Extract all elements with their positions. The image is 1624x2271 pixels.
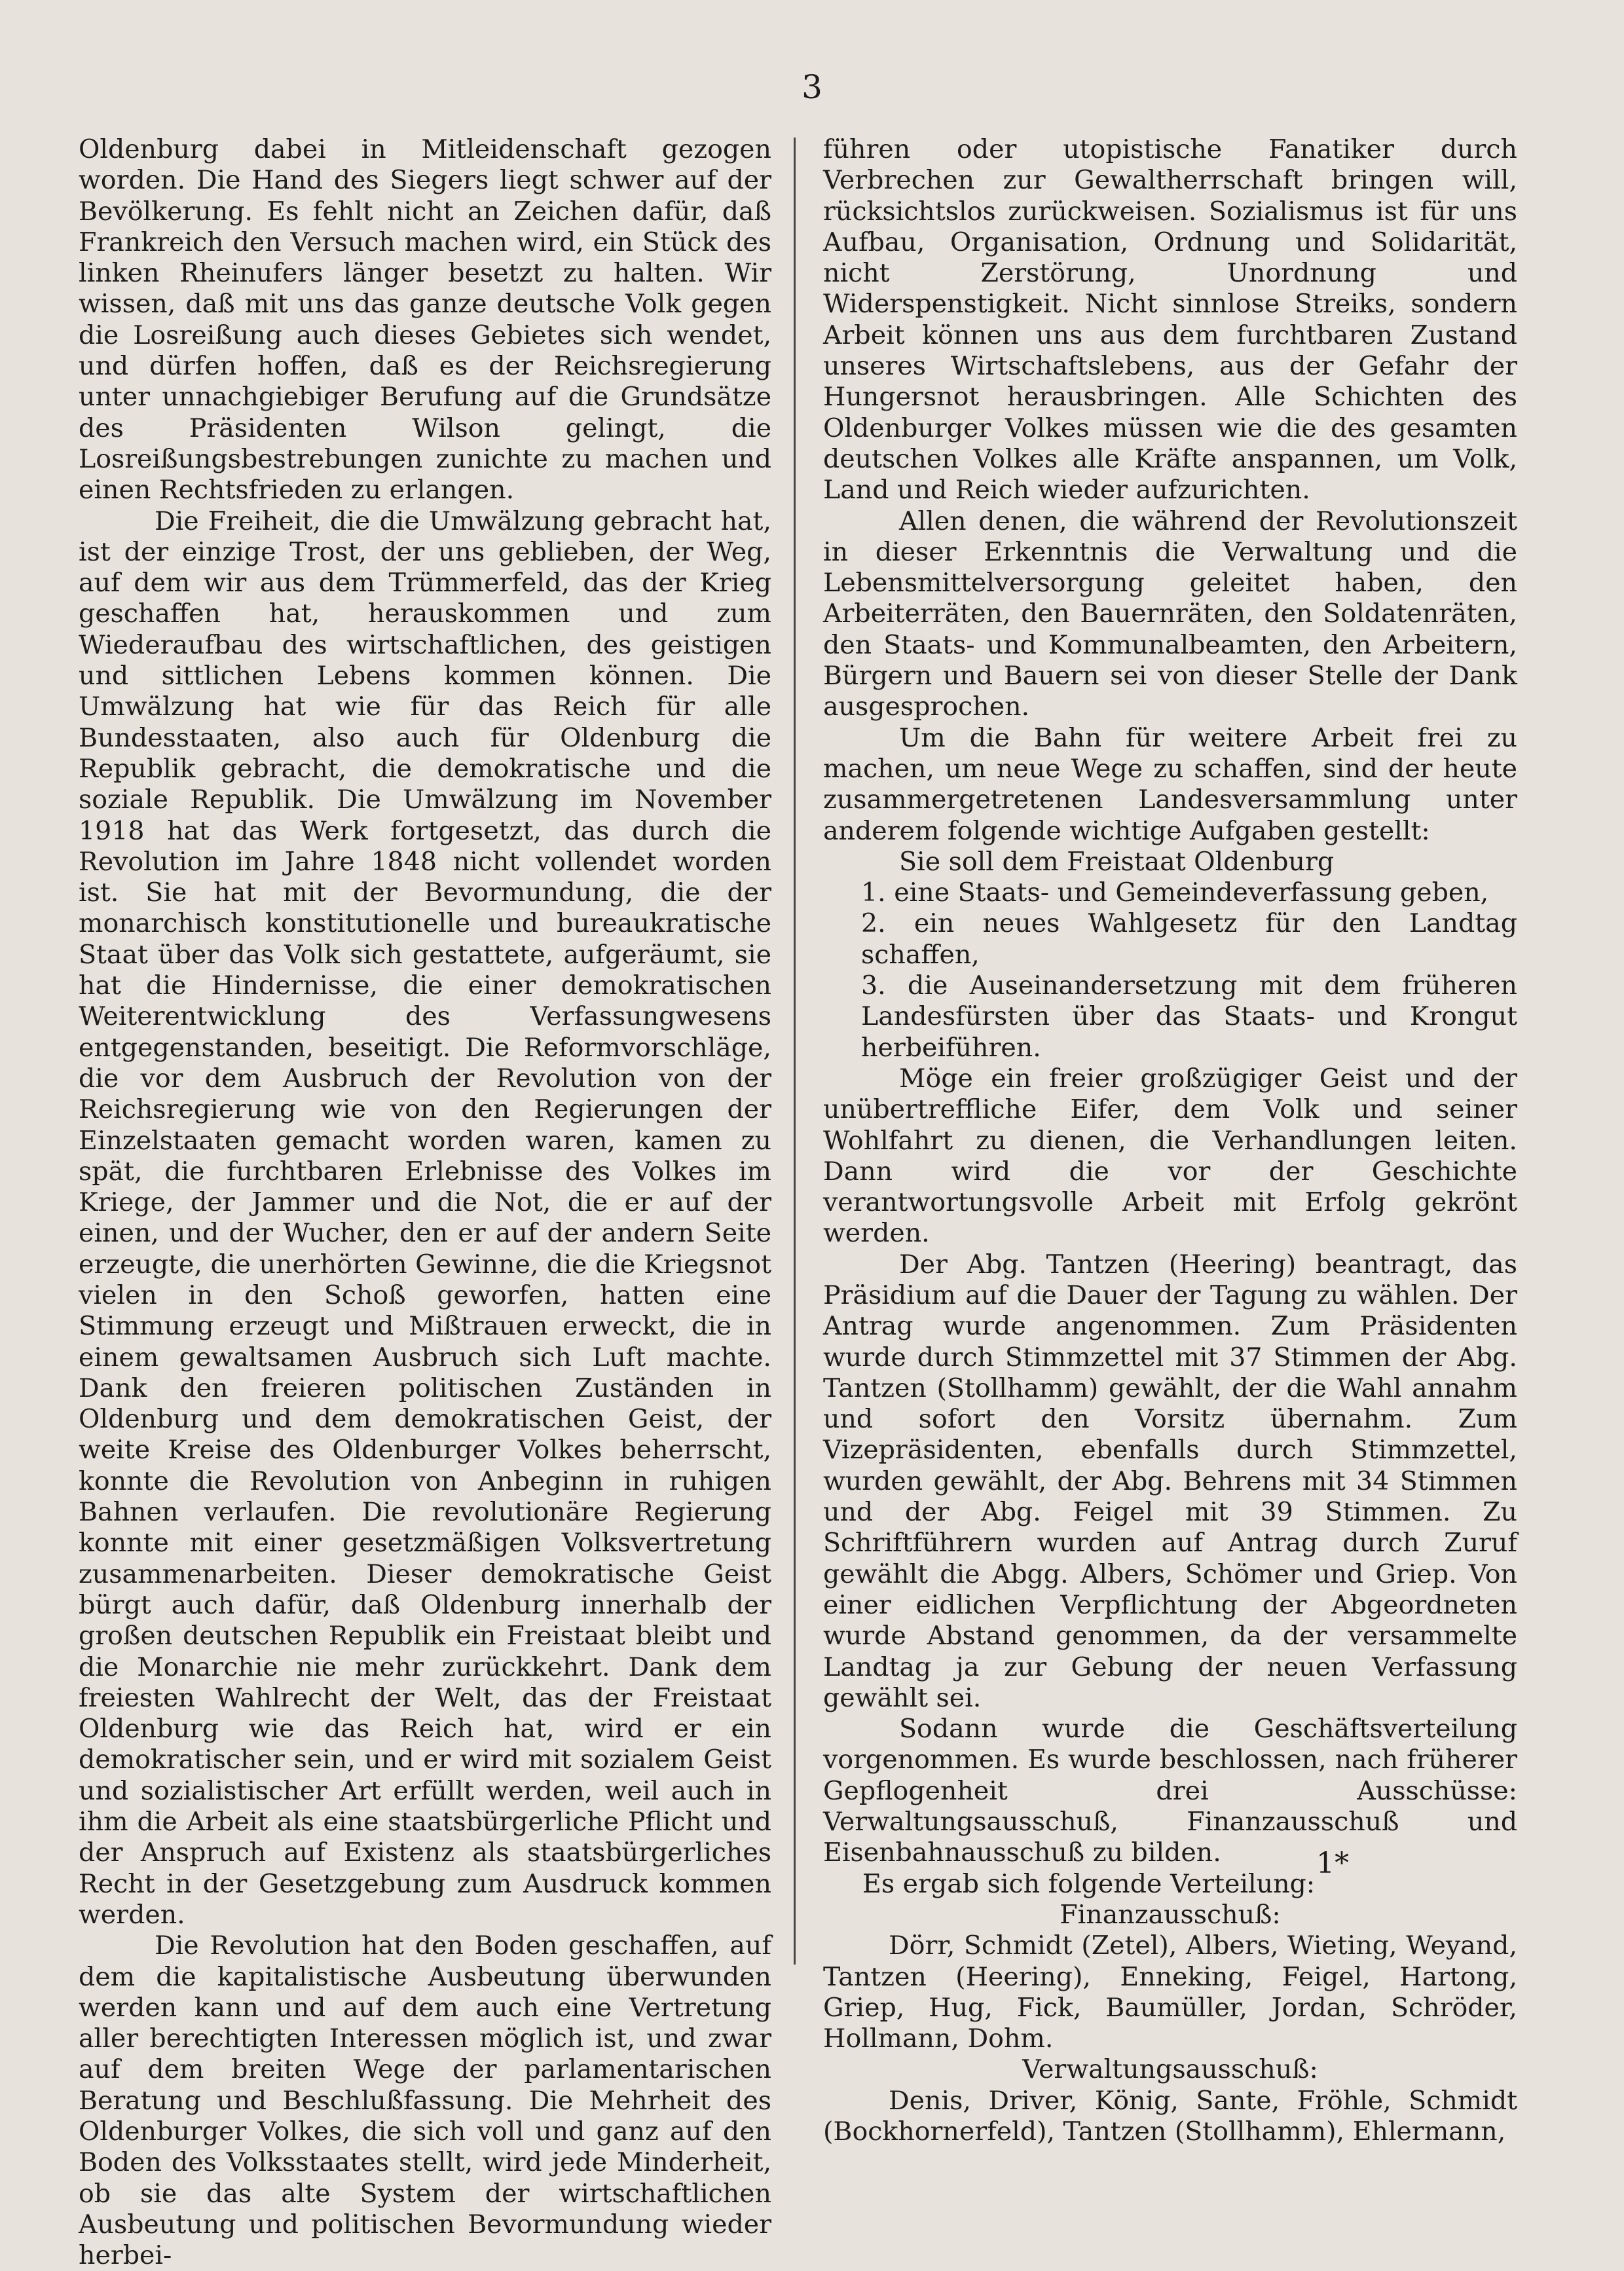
finance-committee-members: Dörr, Schmidt (Zetel), Albers, Wieting, Weyand, Tantzen (Heering), Enneking, Feigel, Hartong, Griep, Hug, Fick, Baumüller, Jordan, Schröder, Hollmann, Dohm. (823, 1930, 1517, 2054)
page-number: 3 (802, 68, 822, 106)
left-column (79, 134, 771, 2271)
paragraph: führen oder utopistische Fanatiker durch Verbrechen zur Gewaltherrschaft bringen will, rücksichtslos zurückweisen. Sozialismus ist für uns Aufbau, Organisation, Ordnung und Solidarität, nicht Zerstörung, Unordnung und Widerspenstigkeit. Nicht sinnlose Streiks, sondern Arbeit können uns aus dem furchtbaren Zustand unseres Wirtschaftslebens, aus der Gefahr der Hungersnot herausbringen. Alle Schichten des Oldenburger Volkes müssen wie die des gesamten deutschen Volkes alle Kräfte anspannen, um Volk, Land und Reich wieder aufzurichten. (823, 134, 1517, 506)
paragraph: Um die Bahn für weitere Arbeit frei zu machen, um neue Wege zu schaffen, sind der heute zusammergetretenen Landesversammlung unter anderem folgende wichtige Aufgaben gestellt: (823, 722, 1517, 846)
paragraph: Sodann wurde die Geschäftsverteilung vorgenommen. Es wurde beschlossen, nach früherer Gepflogenheit drei Ausschüsse: Verwaltungsausschuß, Finanzausschuß und Eisenbahnausschuß zu bilden. (823, 1714, 1517, 1868)
signature-mark: 1* (1316, 1847, 1349, 1880)
list-item: 1. eine Staats- und Gemeindeverfassung geben, (861, 877, 1489, 908)
right-column (823, 134, 1517, 2147)
admin-committee-heading: Verwaltungsausschuß: (1022, 2054, 1318, 2085)
list-intro: Sie soll dem Freistaat Oldenburg (899, 846, 1335, 877)
paragraph: Möge ein freier großzügiger Geist und der unübertreffliche Eifer, dem Volk und seiner Wohlfahrt zu dienen, die Verhandlungen leiten. Dann wird die vor der Geschichte verantwortungsvolle Arbeit mit Erfolg gekrönt werden. (823, 1063, 1517, 1249)
task-list (823, 877, 1517, 1063)
admin-committee-members: Denis, Driver, König, Sante, Fröhle, Schmidt (Bockhornerfeld), Tantzen (Stollhamm), Ehlermann, (823, 2085, 1517, 2147)
distribution-heading: Es ergab sich folgende Verteilung: (862, 1868, 1316, 1899)
paragraph: Die Revolution hat den Boden geschaffen, auf dem die kapitalistische Ausbeutung überwunden werden kann und auf dem auch eine Vertretung aller berechtigten Interessen möglich ist, und zwar auf dem breiten Wege der parlamentarischen Beratung und Beschlußfassung. Die Mehrheit des Oldenburger Volkes, die sich voll und ganz auf den Boden des Volksstaates stellt, wird jede Minderheit, ob sie das alte System der wirtschaftlichen Ausbeutung und politischen Bevormundung wieder herbei- (79, 1930, 771, 2271)
paragraph: Die Freiheit, die die Umwälzung gebracht hat, ist der einzige Trost, der uns geblieben, der Weg, auf dem wir aus dem Trümmerfeld, das der Krieg geschaffen hat, herauskommen und zum Wiederaufbau des wirtschaftlichen, des geistigen und sittlichen Lebens kommen können. Die Umwälzung hat wie für das Reich für alle Bundesstaaten, also auch für Oldenburg die Republik gebracht, die demokratische und die soziale Republik. Die Umwälzung im November 1918 hat das Werk fortgesetzt, das durch die Revolution im Jahre 1848 nicht vollendet worden ist. Sie hat mit der Bevormundung, die der monarchisch konstitutionelle und bureaukratische Staat über das Volk sich gestattete, aufgeräumt, sie hat die Hindernisse, die einer demokratischen Weiterentwicklung des Verfassungwesens entgegenstanden, beseitigt. Die Reformvorschläge, die vor dem Ausbruch der Revolution von der Reichsregierung wie von den Regierungen der Einzelstaaten gemacht worden waren, kamen zu spät, die furchtbaren Erlebnisse des Volkes im Kriege, der Jammer und die Not, die er auf der einen, und der Wucher, den er auf der andern Seite erzeugte, die unerhörten Gewinne, die die Kriegsnot vielen in den Schoß geworfen, hatten eine Stimmung erzeugt und Mißtrauen erweckt, die in einem gewaltsamen Ausbruch sich Luft machte. Dank den freieren politischen Zuständen in Oldenburg und dem demokratischen Geist, der weite Kreise des Oldenburger Volkes beherrscht, konnte die Revolution von Anbeginn in ruhigen Bahnen verlaufen. Die revolutionäre Regierung konnte mit einer gesetzmäßigen Volksvertretung zusammenarbeiten. Dieser demokratische Geist bürgt auch dafür, daß Oldenburg innerhalb der großen deutschen Republik ein Freistaat bleibt und die Monarchie nie mehr zurückkehrt. Dank dem freiesten Wahlrecht der Welt, das der Freistaat Oldenburg wie das Reich hat, wird er ein demokratischer sein, und er wird mit sozialem Geist und sozialistischer Art erfüllt werden, weil auch in ihm die Arbeit als eine staatsbürgerliche Pflicht und der Anspruch auf Existenz als staatsbürgerliches Recht in der Gesetzgebung zum Ausdruck kommen werden. (79, 506, 771, 1930)
column-divider (794, 138, 796, 1965)
list-item: 3. die Auseinandersetzung mit dem früheren Landesfürsten über das Staats- und Krongut herbeiführen. (861, 970, 1517, 1063)
paragraph: Der Abg. Tantzen (Heering) beantragt, das Präsidium auf die Dauer der Tagung zu wählen. Der Antrag wurde angenommen. Zum Präsidenten wurde durch Stimmzettel mit 37 Stimmen der Abg. Tantzen (Stollhamm) gewählt, der die Wahl annahm und sofort den Vorsitz übernahm. Zum Vizepräsidenten, ebenfalls durch Stimmzettel, wurden gewählt, der Abg. Behrens mit 34 Stimmen und der Abg. Feigel mit 39 Stimmen. Zu Schriftführern wurden auf Antrag durch Zuruf gewählt die Abgg. Albers, Schömer und Griep. Von einer eidlichen Verpflichtung der Abgeordneten wurde Abstand genommen, da der versammelte Landtag ja zur Gebung der neuen Verfassung gewählt sei. (823, 1249, 1517, 1713)
finance-committee-heading: Finanzausschuß: (1060, 1899, 1281, 1930)
paragraph: Allen denen, die während der Revolutionszeit in dieser Erkenntnis die Verwaltung und die Lebensmittelversorgung geleitet haben, den Arbeiterräten, den Bauernräten, den Soldatenräten, den Staats- und Kommunalbeamten, den Arbeitern, Bürgern und Bauern sei von dieser Stelle der Dank ausgesprochen. (823, 506, 1517, 722)
list-item: 2. ein neues Wahlgesetz für den Landtag schaffen, (861, 908, 1517, 970)
paragraph: Oldenburg dabei in Mitleidenschaft gezogen worden. Die Hand des Siegers liegt schwer auf der Bevölkerung. Es fehlt nicht an Zeichen dafür, daß Frankreich den Versuch machen wird, ein Stück des linken Rheinufers länger besetzt zu halten. Wir wissen, daß mit uns das ganze deutsche Volk gegen die Losreißung auch dieses Gebietes sich wendet, und dürfen hoffen, daß es der Reichsregierung unter unnachgiebiger Berufung auf die Grundsätze des Präsidenten Wilson gelingt, die Losreißungsbestrebungen zunichte zu machen und einen Rechtsfrieden zu erlangen. (79, 134, 771, 506)
